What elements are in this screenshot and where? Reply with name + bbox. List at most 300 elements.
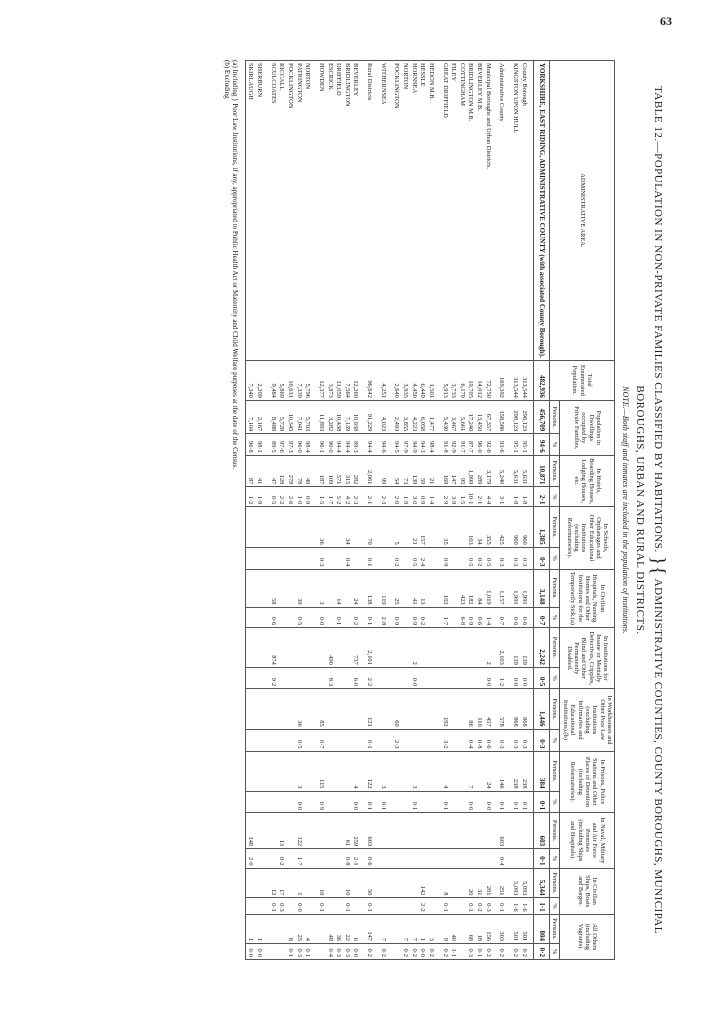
value-cell	[409, 813, 418, 849]
value-cell: 7,564	[342, 360, 351, 400]
value-cell	[277, 667, 286, 688]
value-cell: 0·3	[510, 729, 519, 751]
value-cell: 0·1	[474, 943, 483, 959]
value-cell	[303, 751, 312, 791]
value-cell: 58	[268, 569, 277, 607]
area-name-cell: FILEY	[449, 61, 458, 361]
value-cell	[351, 868, 360, 898]
value-cell	[418, 849, 427, 868]
value-cell	[316, 667, 325, 688]
group-header-row	[560, 61, 615, 960]
value-cell	[392, 751, 401, 791]
value-cell: 96·8	[245, 434, 254, 455]
value-cell: 96·0	[474, 434, 483, 455]
value-cell: 0·1	[334, 607, 343, 628]
value-cell: 2,101	[364, 628, 373, 668]
value-cell: 0·0	[351, 943, 360, 959]
value-cell	[474, 791, 483, 813]
value-cell	[325, 547, 334, 569]
value-cell: 2·1	[533, 487, 549, 507]
area-name-cell: BEVERLEY M.B.	[474, 61, 483, 361]
value-cell: 1	[245, 914, 254, 943]
value-cell: 1,991	[519, 569, 528, 607]
value-cell: 147	[449, 455, 458, 487]
value-cell: 603	[364, 813, 373, 849]
spacer-cell	[373, 689, 378, 729]
area-name-cell: GREAT DRIFFIELD	[440, 61, 449, 361]
value-cell: 60	[392, 689, 401, 729]
value-cell	[400, 607, 409, 628]
value-cell	[351, 898, 360, 914]
table-row	[378, 61, 387, 960]
header-group-1: Population in Dwellings occupied by Private Families.	[560, 400, 615, 455]
header-group-5: In Institutions for Insane or Mentally Defectives, Cripples, Blind and Other Permanently Disabled.	[560, 628, 615, 689]
value-cell: 17,240	[466, 400, 475, 433]
value-cell: 11,893	[316, 400, 325, 433]
value-cell	[268, 849, 277, 868]
value-cell: 10,438	[334, 400, 343, 433]
value-cell: 96,642	[364, 360, 373, 400]
value-cell: 0·1	[342, 898, 351, 914]
spacer-cell	[387, 914, 392, 943]
value-cell: 3	[378, 751, 387, 791]
value-cell	[409, 689, 418, 729]
value-cell	[426, 607, 435, 628]
value-cell	[334, 628, 343, 668]
spacer-cell	[373, 813, 378, 849]
value-cell: 0·2	[519, 943, 528, 959]
table-row	[474, 61, 483, 960]
value-cell: 13	[418, 569, 427, 607]
value-cell: 0·0	[483, 667, 492, 688]
value-cell: 156	[483, 914, 492, 943]
value-cell: 0·4	[497, 849, 506, 868]
spacer-cell	[528, 607, 534, 628]
value-cell	[440, 667, 449, 688]
value-cell: 2·1	[351, 849, 360, 868]
value-cell: 0·3	[294, 943, 303, 959]
table-row	[519, 61, 528, 960]
value-cell	[449, 791, 458, 813]
spacer-row	[505, 61, 510, 960]
spacer-cell	[528, 751, 534, 791]
value-cell: 92·6	[483, 434, 492, 455]
spacer-cell	[387, 943, 392, 959]
header-group-3: In Schools, Orphanages and Other Educational Institutions (excluding Reformatories).	[560, 507, 615, 569]
subheader-percent: %	[550, 898, 560, 914]
value-cell: 89·3	[351, 434, 360, 455]
table-row	[254, 61, 263, 960]
value-cell: 0·3	[519, 729, 528, 751]
value-cell: 5·2	[334, 487, 343, 507]
area-name-cell: SKIRLAUGH	[245, 61, 254, 361]
subheader-percent: %	[550, 729, 560, 751]
value-cell: 6,058	[418, 400, 427, 433]
value-cell	[392, 849, 401, 868]
subheader-percent: %	[550, 849, 560, 868]
value-cell: 737	[351, 628, 360, 668]
value-cell: 0·5	[268, 487, 277, 507]
value-cell	[285, 868, 294, 898]
header-group-4: In Civilian Hospitals, Nursing Homes and Other Institutions for the Temporarily Sick.(a)	[560, 569, 615, 628]
value-cell: 0·0	[351, 791, 360, 813]
value-cell: 22	[342, 914, 351, 943]
value-cell: 1·7	[325, 487, 334, 507]
value-cell: 0·2	[497, 943, 506, 959]
value-cell	[378, 813, 387, 849]
value-cell	[268, 547, 277, 569]
value-cell	[426, 868, 435, 898]
spacer-cell	[373, 628, 378, 668]
value-cell: 5,703	[303, 400, 312, 433]
value-cell: 3	[294, 751, 303, 791]
value-cell	[325, 507, 334, 547]
value-cell	[303, 667, 312, 688]
value-cell: 0·1	[364, 898, 373, 914]
value-cell: 1·9	[254, 487, 263, 507]
value-cell: 313,544	[519, 360, 528, 400]
value-cell: 0·2	[392, 547, 401, 569]
value-cell	[449, 507, 458, 547]
value-cell: 50	[364, 868, 373, 898]
value-cell	[285, 569, 294, 607]
spacer-cell	[387, 400, 392, 433]
value-cell: 0·2	[533, 943, 549, 959]
spacer-cell	[528, 667, 534, 688]
value-cell	[378, 868, 387, 898]
value-cell: 3,873	[325, 360, 334, 400]
value-cell: 0·1	[316, 898, 325, 914]
value-cell: 97·3	[285, 434, 294, 455]
value-cell: 0·8	[342, 849, 351, 868]
value-cell	[378, 547, 387, 569]
value-cell	[303, 868, 312, 898]
value-cell: 73	[400, 455, 409, 487]
spacer-cell	[263, 61, 268, 361]
spacer-cell	[528, 400, 534, 433]
table-row	[483, 61, 492, 960]
value-cell: 5,796	[303, 360, 312, 400]
value-cell	[316, 914, 325, 943]
value-cell	[418, 689, 427, 729]
value-cell: 3,935	[400, 360, 409, 400]
value-cell: 11,059	[334, 360, 343, 400]
value-cell: 2	[409, 628, 418, 668]
value-cell: 103	[440, 569, 449, 607]
value-cell	[426, 849, 435, 868]
spacer-cell	[311, 813, 316, 849]
table-block	[223, 60, 669, 960]
value-cell	[325, 569, 334, 607]
subheader-persons: Persons.	[550, 868, 560, 898]
value-cell: 4·4	[483, 487, 492, 507]
spacer-cell	[528, 487, 534, 507]
value-cell	[457, 813, 466, 849]
value-cell: 1·8	[519, 487, 528, 507]
title-brace: }{	[647, 555, 669, 576]
value-cell: 0·6	[268, 607, 277, 628]
value-cell	[449, 849, 458, 868]
area-name-cell: BEVERLEY	[351, 61, 360, 361]
value-cell	[254, 569, 263, 607]
value-cell	[510, 849, 519, 868]
value-cell: 18	[474, 914, 483, 943]
value-cell: 2,640	[392, 360, 401, 400]
value-cell: 303	[497, 914, 506, 943]
value-cell	[457, 667, 466, 688]
table-row	[449, 61, 458, 960]
spacer-cell	[373, 898, 378, 914]
value-cell: 259	[351, 813, 360, 849]
spacer-cell	[373, 61, 378, 361]
value-cell: 13,450	[474, 400, 483, 433]
value-cell: 4	[351, 751, 360, 791]
value-cell	[440, 849, 449, 868]
spacer-cell	[528, 813, 534, 849]
value-cell	[474, 849, 483, 868]
spacer-cell	[387, 898, 392, 914]
spacer-cell	[387, 569, 392, 607]
value-cell: 61	[342, 813, 351, 849]
value-cell: 93·6	[497, 434, 506, 455]
spacer-row	[359, 61, 364, 960]
value-cell: 0·6	[510, 607, 519, 628]
value-cell	[285, 791, 294, 813]
value-cell	[325, 849, 334, 868]
value-cell: 169	[440, 455, 449, 487]
value-cell	[409, 849, 418, 868]
value-cell	[254, 751, 263, 791]
value-cell	[342, 751, 351, 791]
value-cell: 1·2	[245, 487, 254, 507]
value-cell: 41	[254, 455, 263, 487]
value-cell	[342, 607, 351, 628]
value-cell	[254, 898, 263, 914]
value-cell	[254, 813, 263, 849]
value-cell: 1·6	[510, 898, 519, 914]
value-cell: 1	[254, 914, 263, 943]
value-cell: 0·3	[334, 943, 343, 959]
value-cell: 7	[466, 751, 475, 791]
table-row	[294, 61, 303, 960]
total-row	[533, 61, 549, 960]
value-cell: 804	[533, 914, 549, 943]
value-cell	[474, 628, 483, 668]
value-cell	[449, 667, 458, 688]
value-cell: 3,179	[483, 455, 492, 487]
value-cell	[351, 689, 360, 729]
value-cell	[334, 689, 343, 729]
area-name-cell: KINGSTON UPON HULL	[510, 61, 519, 361]
value-cell	[449, 751, 458, 791]
subheader-persons: Persons.	[550, 813, 560, 849]
value-cell	[245, 729, 254, 751]
spacer-cell	[311, 849, 316, 868]
value-cell: 603	[497, 813, 506, 849]
spacer-cell	[311, 914, 316, 943]
value-cell: 4,450	[409, 360, 418, 400]
spacer-cell	[263, 791, 268, 813]
value-cell: 5,728	[277, 400, 286, 433]
value-cell: 0·5	[409, 547, 418, 569]
value-cell: 3,855	[400, 400, 409, 433]
area-name-cell: POCKLINGTON	[392, 61, 401, 361]
value-cell	[483, 849, 492, 868]
value-cell: 5,093	[519, 868, 528, 898]
spacer-cell	[263, 689, 268, 729]
value-cell: 425	[497, 507, 506, 547]
value-cell: 315	[342, 455, 351, 487]
subheader-persons: Persons.	[550, 628, 560, 668]
value-cell: 122	[294, 813, 303, 849]
value-cell	[334, 507, 343, 547]
value-cell	[334, 547, 343, 569]
spacer-cell	[263, 729, 268, 751]
value-cell: 0·5	[466, 547, 475, 569]
value-cell: 7,339	[294, 360, 303, 400]
value-cell: 148	[245, 813, 254, 849]
value-cell: 94·6	[533, 434, 549, 455]
value-cell: 1·7	[440, 607, 449, 628]
value-cell: 0·1	[533, 791, 549, 813]
value-cell: 48	[325, 914, 334, 943]
spacer-cell	[263, 849, 268, 868]
value-cell	[316, 628, 325, 668]
subheader-percent: %	[550, 547, 560, 569]
value-cell: 25	[294, 914, 303, 943]
value-cell: 10,938	[351, 400, 360, 433]
value-cell	[303, 898, 312, 914]
spacer-cell	[435, 628, 440, 668]
spacer-cell	[528, 898, 534, 914]
value-cell: 91·8	[440, 434, 449, 455]
value-cell: 1,446	[533, 689, 549, 729]
value-cell	[245, 791, 254, 813]
value-cell	[409, 868, 418, 898]
value-cell: 109	[325, 455, 334, 487]
value-cell: 94·4	[334, 434, 343, 455]
value-cell: 119	[378, 569, 387, 607]
value-cell: 0·1	[364, 791, 373, 813]
area-name-cell: PATRINGTON	[294, 61, 303, 361]
table-row	[334, 61, 343, 960]
value-cell: 25	[392, 569, 401, 607]
value-cell: 238	[519, 751, 528, 791]
value-cell: 0·0	[510, 667, 519, 688]
area-name-cell: RICCALL	[277, 61, 286, 361]
value-cell: 313,544	[510, 360, 519, 400]
value-cell	[400, 849, 409, 868]
footnote-b: (b) Excluding	[222, 60, 231, 99]
value-cell	[334, 729, 343, 751]
value-cell	[254, 628, 263, 668]
value-cell	[449, 607, 458, 628]
value-cell	[392, 898, 401, 914]
spacer-cell	[387, 455, 392, 487]
value-cell: 13	[277, 813, 286, 849]
value-cell	[277, 914, 286, 943]
value-cell: 139	[519, 628, 528, 668]
table-body	[245, 61, 549, 960]
value-cell: 6,449	[418, 360, 427, 400]
value-cell	[277, 943, 286, 959]
spacer-cell	[373, 868, 378, 898]
value-cell: 142	[418, 868, 427, 898]
value-cell: 39	[294, 569, 303, 607]
value-cell: 36	[294, 689, 303, 729]
area-name-cell: HORNSEA	[409, 61, 418, 361]
value-cell: 501	[519, 914, 528, 943]
area-name-cell: Municipal Boroughs and Urban Districts.	[483, 61, 492, 361]
value-cell	[334, 791, 343, 813]
value-cell	[334, 813, 343, 849]
value-cell: 2,167	[254, 400, 263, 433]
value-cell: 95	[457, 455, 466, 487]
value-cell	[392, 791, 401, 813]
value-cell: 0·2	[378, 943, 387, 959]
value-cell	[245, 607, 254, 628]
value-cell: 10,631	[285, 360, 294, 400]
spacer-cell	[263, 751, 268, 791]
value-cell: 7	[409, 914, 418, 943]
value-cell: 4·2	[342, 487, 351, 507]
value-cell: 960	[519, 507, 528, 547]
area-name-cell: Rural Districts	[364, 61, 373, 361]
spacer-cell	[528, 569, 534, 607]
spacer-cell	[528, 791, 534, 813]
value-cell	[254, 849, 263, 868]
value-cell	[342, 569, 351, 607]
spacer-cell	[263, 547, 268, 569]
value-cell: 7	[378, 914, 387, 943]
value-cell: 14	[334, 569, 343, 607]
value-cell: 0·2	[277, 849, 286, 868]
value-cell: 874	[268, 628, 277, 668]
value-cell: 94·9	[409, 434, 418, 455]
value-cell: 6,179	[457, 360, 466, 400]
area-name-cell: SHERBURN	[254, 61, 263, 361]
page-number: 63	[660, 14, 672, 28]
value-cell: 147	[364, 914, 373, 943]
value-cell: 4	[303, 914, 312, 943]
value-cell: 2·0	[245, 849, 254, 868]
area-name-cell: Administrative County	[497, 61, 506, 361]
value-cell: 2·2	[418, 898, 427, 914]
subheader-persons: Persons.	[550, 507, 560, 547]
value-cell	[418, 813, 427, 849]
area-name-cell: County Borough	[519, 61, 528, 361]
value-cell: 0·1	[268, 898, 277, 914]
value-cell: 0·0	[418, 943, 427, 959]
value-cell	[519, 813, 528, 849]
value-cell: 2,061	[364, 455, 373, 487]
value-cell	[303, 689, 312, 729]
area-name-cell: ESCRICK	[325, 61, 334, 361]
spacer-row	[492, 61, 497, 960]
value-cell: 12,260	[351, 360, 360, 400]
value-cell	[268, 813, 277, 849]
value-cell	[378, 898, 387, 914]
area-name-cell: BRIDLINGTON M.B.	[466, 61, 475, 361]
value-cell: 19,705	[466, 360, 475, 400]
value-cell	[245, 569, 254, 607]
value-cell: 8·3	[325, 667, 334, 688]
value-cell: 17	[277, 868, 286, 898]
value-cell: 0·3	[316, 547, 325, 569]
spacer-cell	[387, 751, 392, 791]
value-cell	[316, 943, 325, 959]
value-cell: 1·1	[533, 898, 549, 914]
